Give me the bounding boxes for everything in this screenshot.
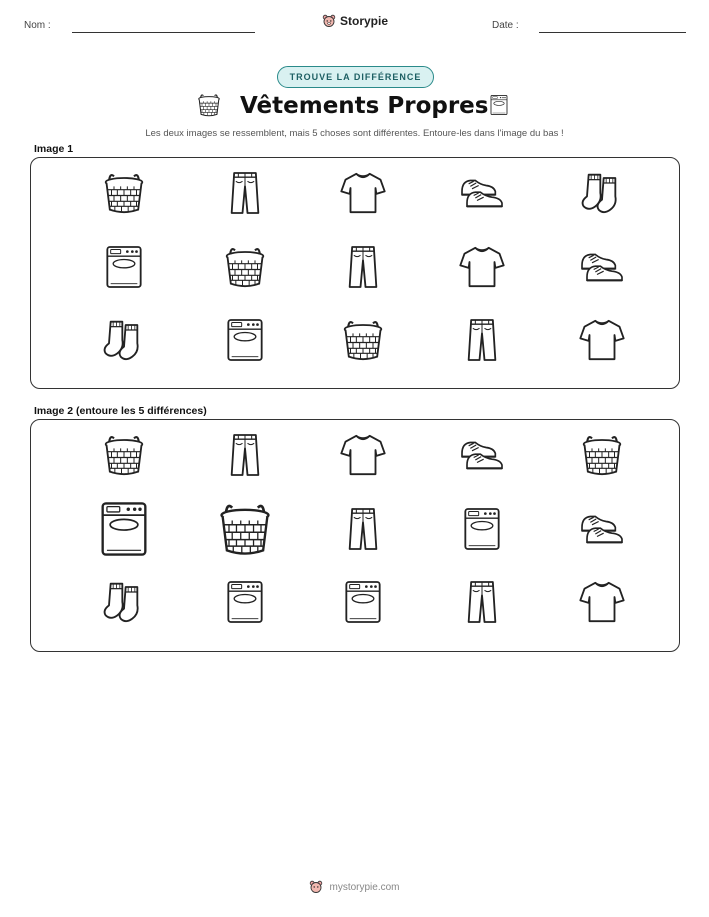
basket-icon <box>195 91 223 119</box>
pants-icon[interactable] <box>338 242 388 292</box>
washing-machine-icon[interactable] <box>99 242 149 292</box>
name-label: Nom : <box>24 20 51 31</box>
washing-machine-icon[interactable] <box>220 577 270 627</box>
brand-name: Storypie <box>340 14 389 28</box>
page-title: Vêtements Propres <box>240 93 489 119</box>
instructions: Les deux images se ressemblent, mais 5 choses sont différentes. Entoure-les dans l'image du bas ! <box>145 128 564 139</box>
date-label: Date : <box>492 20 519 31</box>
basket-icon[interactable] <box>213 497 277 561</box>
sneakers-icon[interactable] <box>577 242 627 292</box>
pants-icon[interactable] <box>338 504 388 554</box>
image1-label: Image 1 <box>34 143 74 155</box>
washing-machine-icon[interactable] <box>457 504 507 554</box>
footer <box>0 880 709 894</box>
basket-icon[interactable] <box>577 430 627 480</box>
pants-icon[interactable] <box>457 315 507 365</box>
socks-icon[interactable] <box>577 168 627 218</box>
washing-machine-icon[interactable] <box>92 497 156 561</box>
footer-url[interactable]: mystorypie.com <box>329 881 400 893</box>
pants-icon[interactable] <box>220 168 270 218</box>
sneakers-icon[interactable] <box>457 168 507 218</box>
washing-machine-icon <box>487 92 511 118</box>
socks-icon[interactable] <box>99 577 149 627</box>
brand-logo <box>322 14 388 28</box>
bear-icon <box>309 880 323 894</box>
sneakers-icon[interactable] <box>457 430 507 480</box>
bear-icon <box>322 14 336 28</box>
basket-icon[interactable] <box>99 168 149 218</box>
pants-icon[interactable] <box>220 430 270 480</box>
basket-icon[interactable] <box>99 430 149 480</box>
tshirt-icon[interactable] <box>577 577 627 627</box>
basket-icon[interactable] <box>220 242 270 292</box>
image2-label: Image 2 (entoure les 5 différences) <box>34 405 207 417</box>
sneakers-icon[interactable] <box>577 504 627 554</box>
socks-icon[interactable] <box>99 315 149 365</box>
image2-panel[interactable] <box>30 419 680 652</box>
tshirt-icon[interactable] <box>338 430 388 480</box>
basket-icon[interactable] <box>338 315 388 365</box>
tshirt-icon[interactable] <box>338 168 388 218</box>
name-line[interactable] <box>72 32 255 33</box>
washing-machine-icon[interactable] <box>338 577 388 627</box>
washing-machine-icon[interactable] <box>220 315 270 365</box>
tshirt-icon[interactable] <box>577 315 627 365</box>
tshirt-icon[interactable] <box>457 242 507 292</box>
image1-panel[interactable] <box>30 157 680 389</box>
pants-icon[interactable] <box>457 577 507 627</box>
activity-badge: TROUVE LA DIFFÉRENCE <box>277 66 434 88</box>
date-line[interactable] <box>539 32 686 33</box>
